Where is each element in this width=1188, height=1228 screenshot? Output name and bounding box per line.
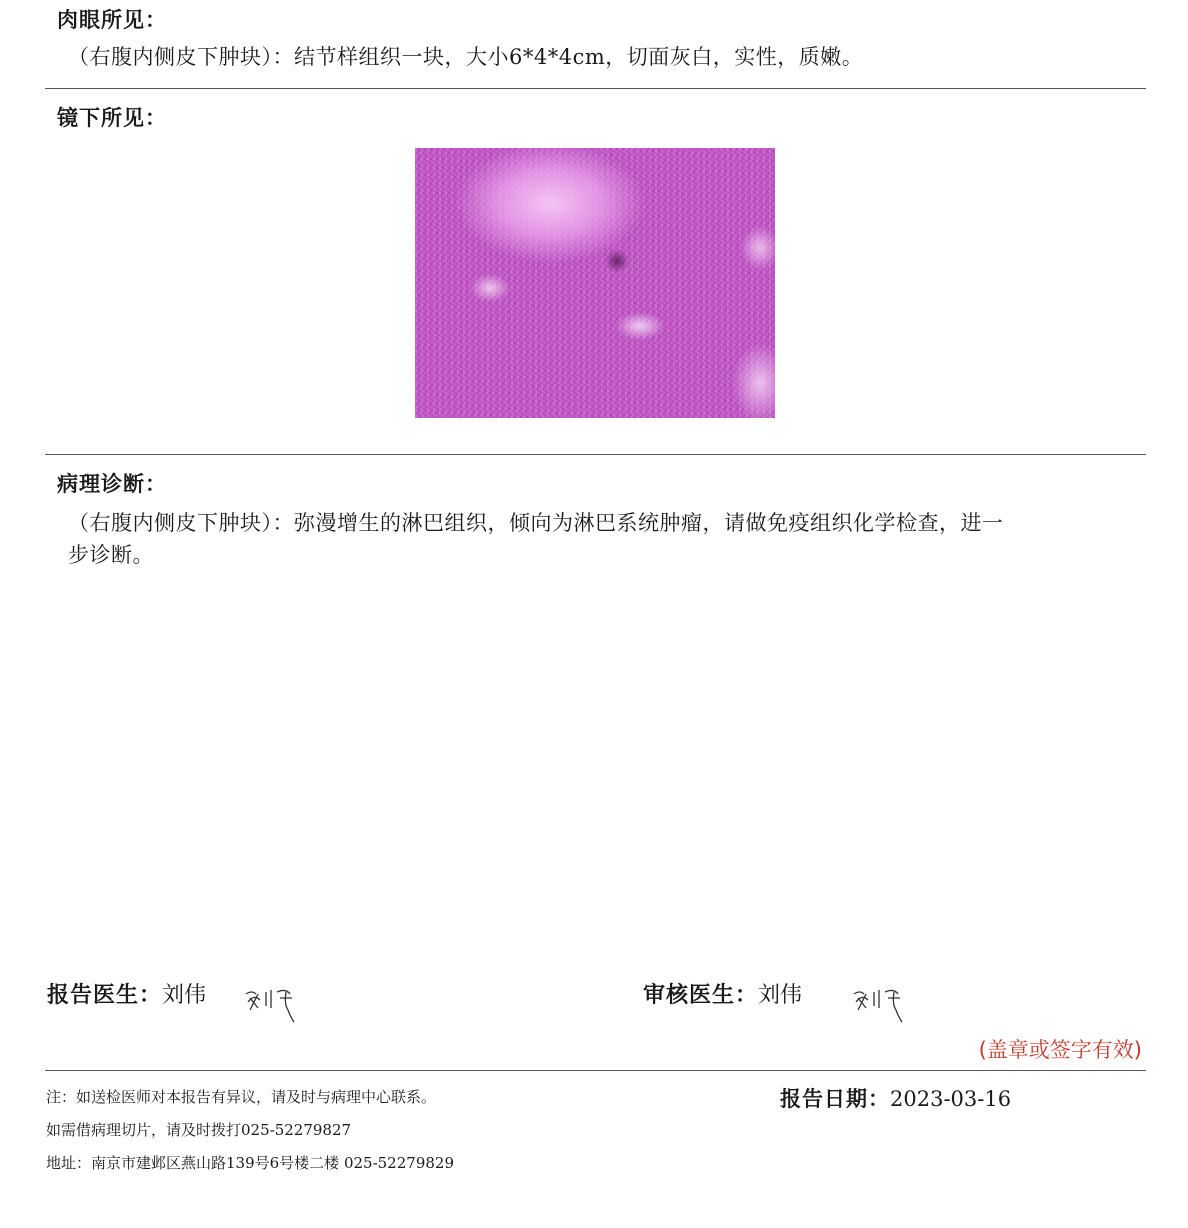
validity-note: (盖章或签字有效) [978, 1038, 1142, 1062]
report-doctor-signature [244, 984, 302, 1024]
report-date [780, 1083, 1011, 1113]
histology-image [415, 148, 775, 418]
report-date-label: 报告日期： [780, 1087, 890, 1111]
review-doctor-label: 审核医生： [643, 983, 759, 1008]
diagnosis-text-line1: （右腹内侧皮下肿块）：弥漫增生的淋巴组织，倾向为淋巴系统肿瘤，请做免疫组织化学检查，进一 [68, 511, 1004, 535]
review-doctor-name: 刘伟 [758, 983, 803, 1008]
gross-heading: 肉眼所见： [57, 8, 167, 32]
review-doctor-signature [852, 984, 910, 1024]
footer-phone: 如需借病理切片，请及时拨打025-52279827 [46, 1121, 352, 1139]
footer-address: 地址：南京市建邺区燕山路139号6号楼二楼 025-52279829 [46, 1154, 454, 1172]
divider [45, 88, 1146, 89]
report-doctor-name: 刘伟 [162, 983, 207, 1008]
report-doctor [47, 978, 206, 1009]
divider [45, 1070, 1146, 1071]
gross-text: （右腹内侧皮下肿块）：结节样组织一块，大小6*4*4cm，切面灰白，实性，质嫩。 [68, 45, 864, 69]
report-doctor-label: 报告医生： [47, 983, 163, 1008]
footer-note: 注：如送检医师对本报告有异议，请及时与病理中心联系。 [46, 1088, 437, 1106]
microscopic-heading: 镜下所见： [57, 106, 167, 130]
diagnosis-heading: 病理诊断： [57, 472, 167, 496]
report-date-value: 2023-03-16 [890, 1087, 1012, 1111]
review-doctor [643, 978, 802, 1009]
divider [45, 454, 1146, 455]
diagnosis-text-line2: 步诊断。 [68, 543, 154, 567]
